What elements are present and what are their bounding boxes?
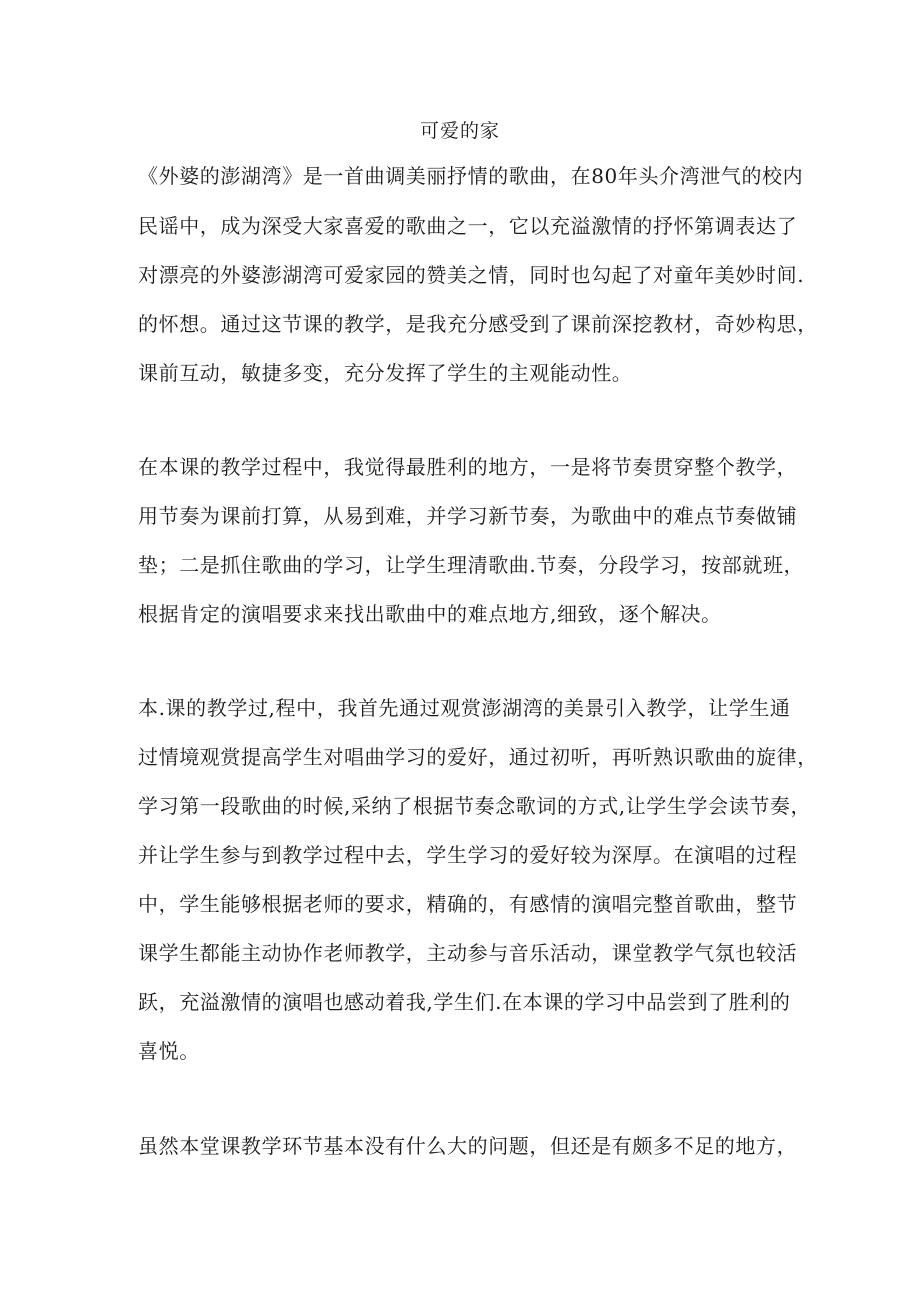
paragraph-1-line-3: 对漂亮的外婆澎湖湾可爱家园的赞美之情，同时也勾起了对童年美妙时间.: [138, 263, 805, 287]
paragraph-3-line-7: 跃，充溢激情的演唱也感动着我,学生们.在本课的学习中品尝到了胜利的: [138, 990, 791, 1014]
paragraph-1-line-4: 的怀想。通过这节课的教学，是我充分感受到了课前深挖教材，奇妙构思，: [138, 312, 818, 336]
page-title: 可爱的家: [419, 120, 500, 142]
paragraph-2-line-3: 垫；二是抓住歌曲的学习，让学生理清歌曲.节奏，分段学习，按部就班，: [138, 553, 805, 577]
paragraph-1-line-2: 民谣中，成为深受大家喜爱的歌曲之一，它以充溢激情的抒怀第调表达了: [138, 214, 798, 238]
paragraph-3-line-6: 课学生都能主动协作老师教学，主动参与音乐活动，课堂教学气氛也较活: [138, 941, 798, 965]
paragraph-3-line-4: 并让学生参与到教学过程中去，学生学习的爱好较为深厚。在演唱的过程: [138, 843, 798, 867]
paragraph-3-line-1: 本.课的教学过,程中，我首先通过观赏澎湖湾的美景引入教学，让学生通: [138, 696, 791, 720]
paragraph-2-line-2: 用节奏为课前打算，从易到难，并学习新节奏，为歌曲中的难点节奏做铺: [138, 504, 798, 528]
paragraph-2-line-1: 在本课的教学过程中，我觉得最胜利的地方，一是将节奏贯穿整个教学，: [138, 455, 798, 479]
paragraph-2-line-4: 根据肯定的演唱要求来找出歌曲中的难点地方,细致，逐个解决。: [138, 602, 722, 626]
paragraph-1-line-5: 课前互动，敏捷多变，充分发挥了学生的主观能动性。: [138, 361, 633, 385]
paragraph-3-line-3: 学习第一段歌曲的时候,采纳了根据节奏念歌词的方式,让学生学会读节奏，: [138, 794, 812, 818]
paragraph-1-line-1: 《外婆的澎湖湾》是一首曲调美丽抒情的歌曲，在80年头介湾泄气的校内: [138, 164, 804, 188]
paragraph-3-line-5: 中，学生能够根据老师的要求，精确的，有感情的演唱完整首歌曲，整节: [138, 892, 798, 916]
paragraph-3-line-8: 喜悦。: [138, 1039, 200, 1063]
paragraph-4-line-1: 虽然本堂课教学环节基本没有什么大的问题，但还是有颇多不足的地方，: [138, 1134, 798, 1158]
paragraph-3-line-2: 过情境观赏提高学生对唱曲学习的爱好，通过初听，再听熟识歌曲的旋律，: [138, 745, 818, 769]
